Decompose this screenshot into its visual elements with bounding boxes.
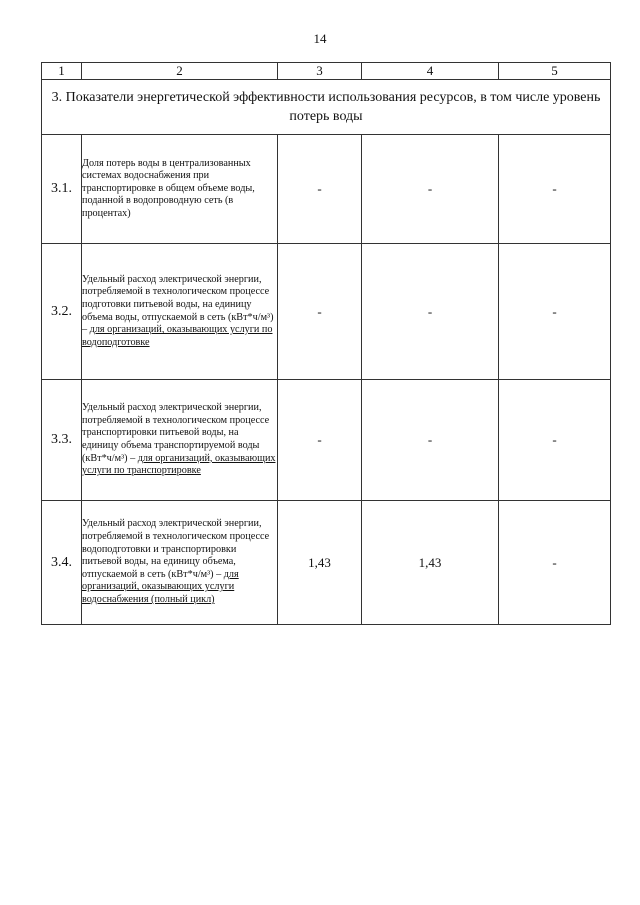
row-value-col4: - (362, 380, 499, 501)
row-value-col3: - (278, 380, 362, 501)
row-description-text: Удельный расход электрической энергии, потребляемой в технологическом процессе водоподготовки и транспортировки питьевой воды, на единицу объема, отпускаемой в сеть (кВт*ч/м³) – (82, 518, 270, 580)
indicators-table (41, 62, 611, 625)
column-header-3: 3 (278, 63, 362, 80)
row-value-col4: - (362, 135, 499, 244)
section-title: 3. Показатели энергетической эффективности использования ресурсов, в том числе уровень потерь воды (42, 80, 611, 135)
section-row (42, 80, 611, 135)
column-number-row (42, 63, 611, 80)
row-description-text: Доля потерь воды в централизованных системах водоснабжения при транспортировке в общем объеме воды, поданной в водопроводную сеть (в процентах) (82, 157, 255, 219)
table-row (42, 135, 611, 244)
row-value-col3: - (278, 135, 362, 244)
row-value-col4: 1,43 (362, 501, 499, 625)
row-value-col5: - (499, 135, 611, 244)
row-number: 3.4. (42, 501, 82, 625)
row-description-underlined: для организаций, оказывающих услуги по водоподготовке (82, 324, 273, 348)
row-description (82, 135, 278, 244)
row-description-text: Удельный расход электрической энергии, потребляемой в технологическом процессе транспортировки питьевой воды, на единицу объема транспортируемой воды (кВт*ч/м³) – (82, 402, 270, 464)
row-description-underlined: для организаций, оказывающих услуги водоснабжения (полный цикл) (82, 568, 239, 605)
row-value-col5: - (499, 501, 611, 625)
table-row (42, 380, 611, 501)
row-value-col3: 1,43 (278, 501, 362, 625)
table-row (42, 244, 611, 380)
column-header-1: 1 (42, 63, 82, 80)
row-number: 3.1. (42, 135, 82, 244)
row-description (82, 380, 278, 501)
row-description (82, 501, 278, 625)
row-description-underlined: для организаций, оказывающих услуги по транспортировке (82, 452, 276, 477)
row-value-col5: - (499, 244, 611, 380)
row-value-col4: - (362, 244, 499, 380)
row-number: 3.2. (42, 244, 82, 380)
row-number: 3.3. (42, 380, 82, 501)
table-row (42, 501, 611, 625)
row-value-col3: - (278, 244, 362, 380)
row-value-col5: - (499, 380, 611, 501)
column-header-4: 4 (362, 63, 499, 80)
row-description-text: Удельный расход электрической энергии, потребляемой в технологическом процессе подготовки питьевой воды, на единицу объема воды, отпускаемой в сеть (кВт*ч/м³) – (82, 273, 274, 336)
column-header-5: 5 (499, 63, 611, 80)
row-description (82, 244, 278, 380)
column-header-2: 2 (82, 63, 278, 80)
page-number: 14 (313, 31, 327, 46)
